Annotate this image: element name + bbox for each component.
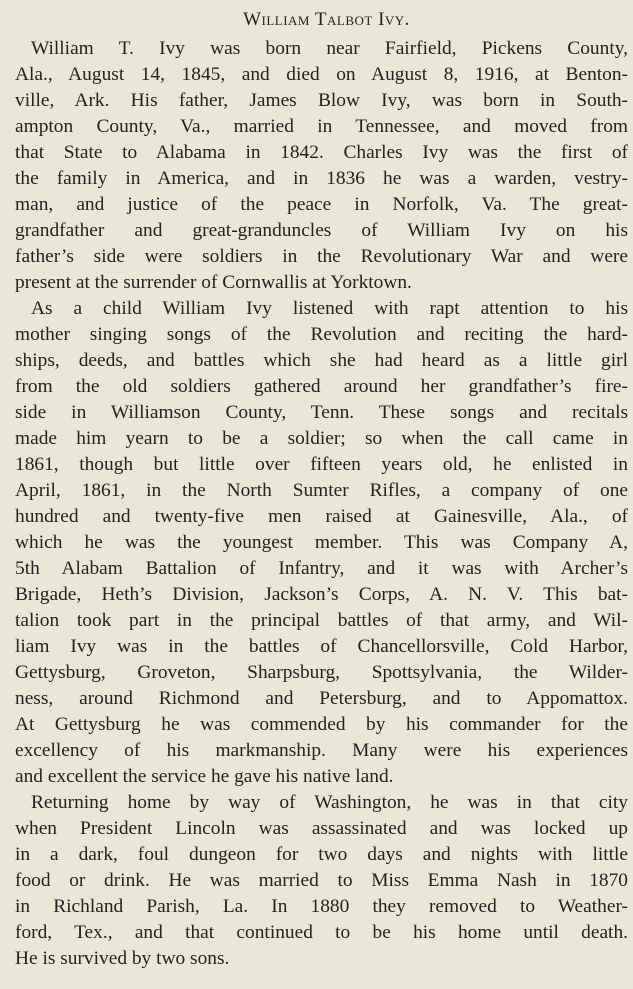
article-title: William Talbot Ivy. (243, 9, 410, 30)
paragraph-3 (15, 790, 628, 972)
text-line: and excellent the service he gave his native land. (15, 766, 394, 787)
text-line: ships, deeds, and battles which she had heard as a little girl (15, 350, 628, 371)
paragraph-2 (15, 296, 628, 790)
text-line: hundred and twenty-five men raised at Gainesville, Ala., of (15, 506, 628, 527)
text-line: ampton County, Va., married in Tennessee, and moved from (15, 116, 628, 137)
text-line: side in Williamson County, Tenn. These songs and recitals (15, 402, 628, 423)
text-line: when President Lincoln was assassinated and was locked up (15, 818, 628, 839)
text-line: Ala., August 14, 1845, and died on August 8, 1916, at Benton- (15, 64, 628, 85)
text-line: which he was the youngest member. This was Company A, (15, 532, 628, 553)
text-line: mother singing songs of the Revolution and reciting the hard- (15, 324, 628, 345)
text-line: Gettysburg, Groveton, Sharpsburg, Spottsylvania, the Wilder- (15, 662, 628, 683)
text-line: As a child William Ivy listened with rapt attention to his (31, 298, 628, 319)
text-line: liam Ivy was in the battles of Chancellorsville, Cold Harbor, (15, 636, 628, 657)
text-line: talion took part in the principal battles of that army, and Wil- (15, 610, 628, 631)
text-line: food or drink. He was married to Miss Emma Nash in 1870 (15, 870, 628, 891)
text-line: Brigade, Heth’s Division, Jackson’s Corps, A. N. V. This bat- (15, 584, 628, 605)
text-line: man, and justice of the peace in Norfolk, Va. The great- (15, 194, 628, 215)
text-line: father’s side were soldiers in the Revolutionary War and were (15, 246, 628, 267)
text-line: He is survived by two sons. (15, 948, 230, 969)
text-line: Returning home by way of Washington, he was in that city (31, 792, 628, 813)
text-line: from the old soldiers gathered around her grandfather’s fire- (15, 376, 628, 397)
text-line: April, 1861, in the North Sumter Rifles, a company of one (15, 480, 628, 501)
text-line: excellency of his markmanship. Many were his experiences (15, 740, 628, 761)
text-line: in Richland Parish, La. In 1880 they removed to Weather- (15, 896, 628, 917)
text-line: 1861, though but little over fifteen years old, he enlisted in (15, 454, 628, 475)
text-line: ford, Tex., and that continued to be his home until death. (15, 922, 628, 943)
text-line: present at the surrender of Cornwallis at Yorktown. (15, 272, 412, 293)
text-line: ness, around Richmond and Petersburg, and to Appomattox. (15, 688, 628, 709)
text-line: 5th Alabam Battalion of Infantry, and it was with Archer’s (15, 558, 628, 579)
text-line: that State to Alabama in 1842. Charles Ivy was the first of (15, 142, 628, 163)
text-line: ville, Ark. His father, James Blow Ivy, was born in South- (15, 90, 628, 111)
text-line: in a dark, foul dungeon for two days and nights with little (15, 844, 628, 865)
text-line: made him yearn to be a soldier; so when the call came in (15, 428, 628, 449)
text-line: grandfather and great-granduncles of William Ivy on his (15, 220, 628, 241)
text-line: the family in America, and in 1836 he was a warden, vestry- (15, 168, 628, 189)
paragraph-1 (15, 36, 628, 296)
text-line: At Gettysburg he was commended by his commander for the (15, 714, 628, 735)
text-line: William T. Ivy was born near Fairfield, Pickens County, (31, 38, 628, 59)
